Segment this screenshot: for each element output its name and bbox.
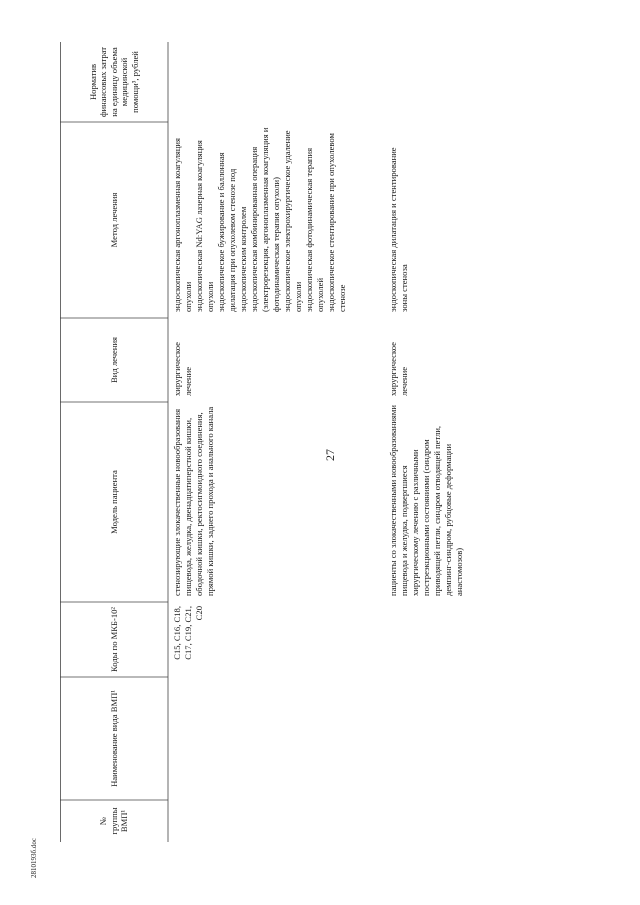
table-rotation-frame xyxy=(60,42,580,842)
procedures-table xyxy=(60,42,580,842)
header-treatment-method: Метод лечения xyxy=(108,192,119,248)
header-vmp-name: Наименование вида ВМП¹ xyxy=(108,690,119,787)
header-icd-codes: Коды по МКБ-10² xyxy=(108,606,119,673)
row1-method-item: эндоскопическое электрохирургическое удаление опухоли xyxy=(282,130,303,312)
row1-patient-model: стенозирующие злокачественные новообразования пищевода, желудка, двенадцатиперстной кишки, ободочной кишки, ректосигмоидного соединения, прямой кишки, заднего прохода и анального канала xyxy=(172,406,215,596)
row1-method-item: эндоскопическая фотодинамическая терапия опухолей xyxy=(304,147,325,312)
row2-treatment-type: хирургическое лечение xyxy=(388,342,409,396)
row1-method-item: эндоскопическое бужирование и баллонная дилатация при опухолевом стенозе под эндоскопическим контролем xyxy=(216,152,248,312)
row1-method-item: эндоскопическая аргоноплазменная коагуляция опухоли xyxy=(172,138,193,312)
row1-method-item: эндоскопическая Nd:YAG лазерная коагуляция опухоли xyxy=(194,140,215,312)
header-treatment-type: Вид лечения xyxy=(108,336,119,384)
row1-method-item: эндоскопическая комбинированная операция (электрорезекция, аргоноплазменная коагуляция и фотодинамическая терапия опухоли) xyxy=(249,127,281,312)
row1-methods xyxy=(170,117,385,315)
row2-method-item: эндоскопическая дилатация и стентирование зоны стеноза xyxy=(388,147,409,312)
row1-method-item: эндоскопическое стентирование при опухолевом стенозе xyxy=(326,133,347,312)
header-cost-norm: Норматив финансовых затрат на единицу объема медицинской помощи³, рублей xyxy=(87,46,140,118)
header-patient-model: Модель пациента xyxy=(108,470,119,534)
row2-methods xyxy=(386,125,426,315)
row1-icd-codes: C15, C16, C18, C17, C19, C21, C20 xyxy=(172,606,204,660)
row1-treatment-type: хирургическое лечение xyxy=(172,342,193,396)
header-group-number: № группы ВМП¹ xyxy=(98,807,130,835)
page-number: 27 xyxy=(323,449,337,461)
row2-patient-model: пациенты со злокачественными новообразованиями пищевода и желудка, подвергшиеся хирургическому лечению с различными постреэкционными состояниями (синдром приводящей петли, синдром отводящей петли, демпинг-синдром, рубцовые деформации анастомозов) xyxy=(388,405,464,596)
document-code: 2810193б.doc xyxy=(30,838,38,878)
